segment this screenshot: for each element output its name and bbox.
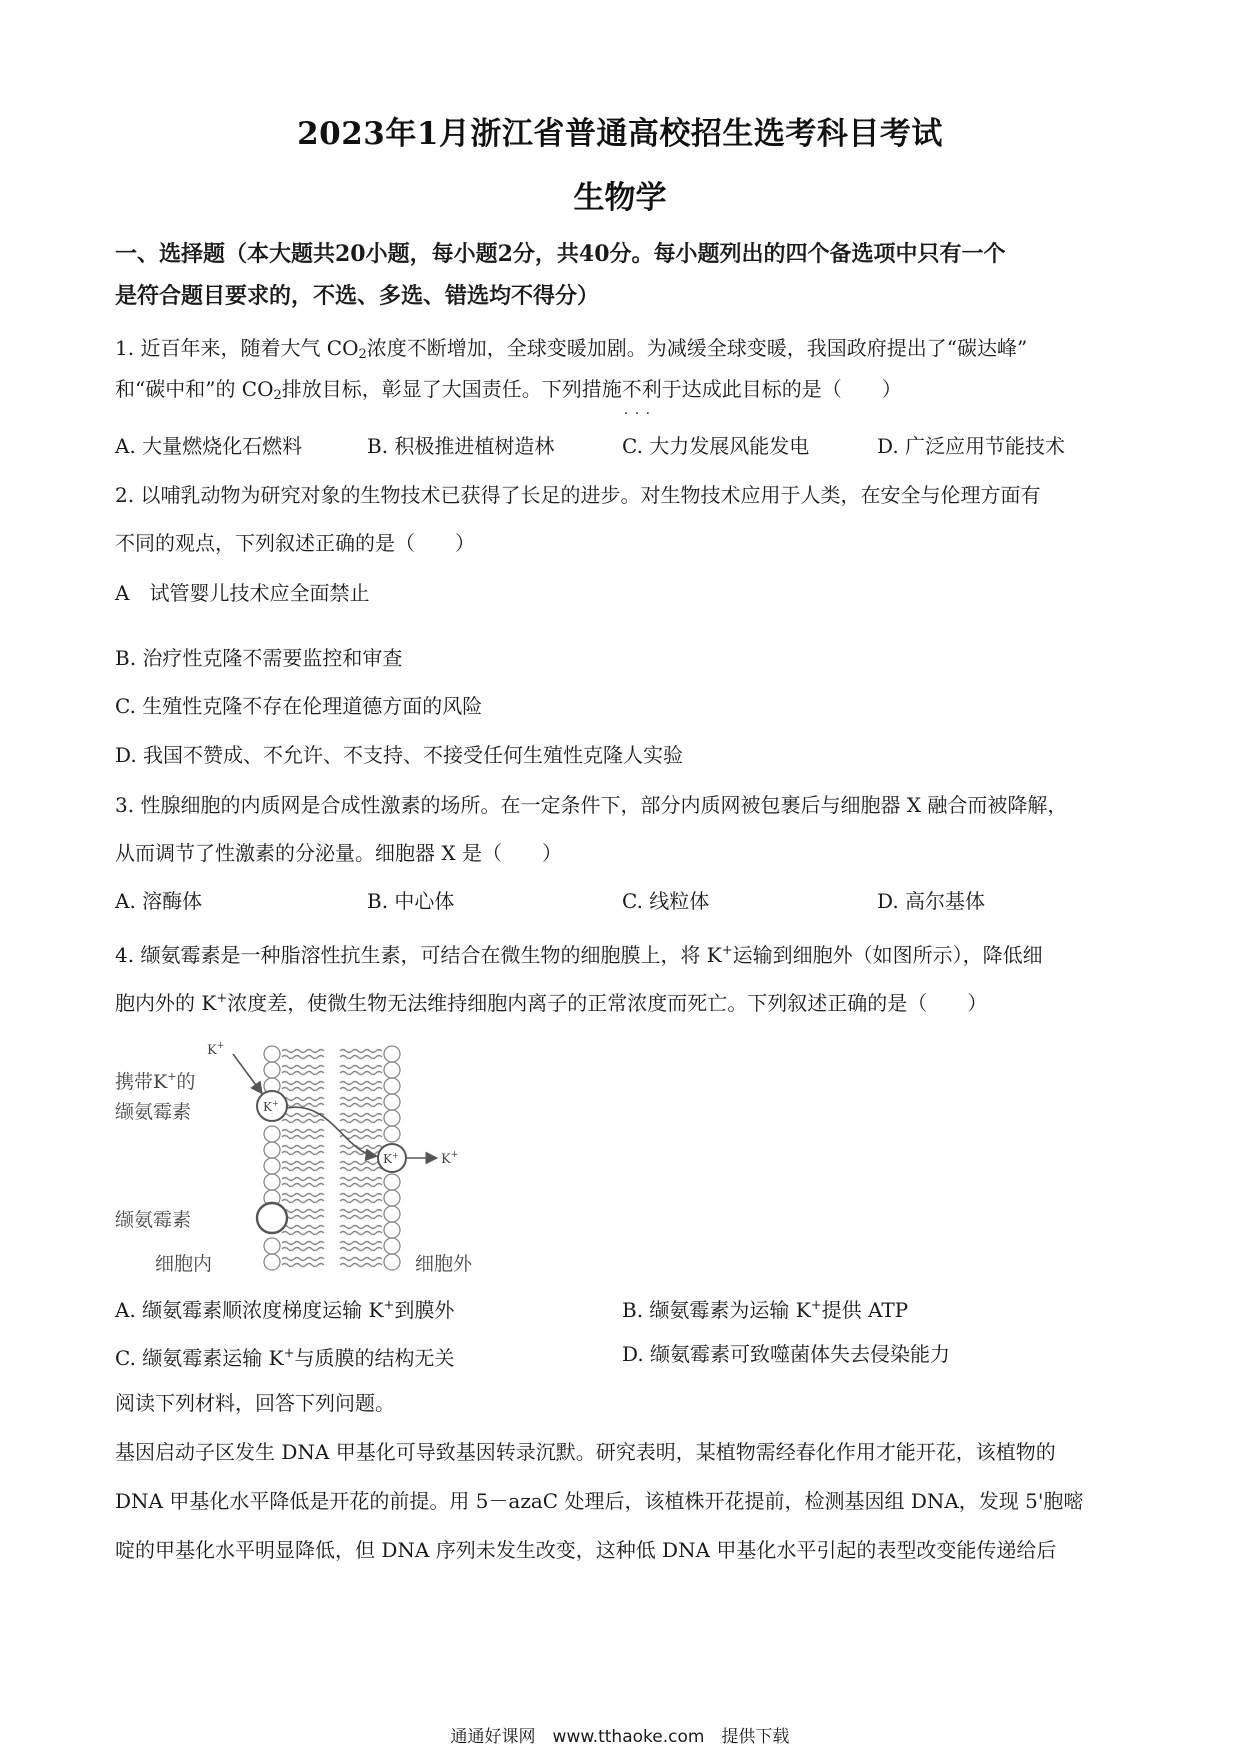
q1-option-c: C. 大力发展风能发电 xyxy=(622,434,810,458)
q4-option-text: B. 缬氨霉素为运输 K xyxy=(622,1298,811,1322)
q4-option-text: 到膜外 xyxy=(394,1298,455,1322)
q2-stem-line-2: 不同的观点，下列叙述正确的是（ ） xyxy=(115,531,475,555)
q4-option-text: 与质膜的结构无关 xyxy=(294,1346,455,1370)
q4-superscript: + xyxy=(810,1298,822,1313)
lipid-tail xyxy=(282,1178,324,1181)
lipid-tail xyxy=(340,1216,382,1219)
k-entry-arrow xyxy=(233,1054,261,1092)
lipid-tail xyxy=(340,1184,382,1187)
lipid-tail xyxy=(340,1264,382,1267)
reading-intro: 阅读下列材料，回答下列问题。 xyxy=(115,1391,395,1415)
lipid-tail xyxy=(340,1168,382,1171)
q4-stem-line-2 xyxy=(115,984,987,1018)
lipid-tail xyxy=(282,1216,324,1219)
lipid-tail xyxy=(340,1210,382,1213)
lipid-head xyxy=(384,1062,400,1078)
q3-stem-line-1: 3. 性腺细胞的内质网是合成性激素的场所。在一定条件下，部分内质网被包裹后与细胞器 X 融合而被降解， xyxy=(115,793,1068,817)
lipid-head xyxy=(384,1110,400,1126)
lipid-tail xyxy=(282,1098,324,1101)
lipid-tail xyxy=(282,1072,324,1075)
q1-emphasis: 不利于 · · · xyxy=(622,377,682,401)
lipid-tail xyxy=(340,1152,382,1155)
lipid-tail xyxy=(340,1178,382,1181)
footer-source: 通通好课网 www.tthaoke.com 提供下载 xyxy=(450,1727,790,1747)
passage-line-3: 啶的甲基化水平明显降低，但 DNA 序列未发生改变，这种低 DNA 甲基化水平引起的表型改变能传递给后 xyxy=(115,1538,1057,1562)
lipid-tail xyxy=(340,1226,382,1229)
lipid-tail xyxy=(340,1056,382,1059)
lipid-tail xyxy=(282,1258,324,1261)
lipid-head xyxy=(384,1126,400,1142)
lipid-tail xyxy=(340,1114,382,1117)
k-ion-label-right: K+ xyxy=(441,1150,459,1167)
lipid-head xyxy=(264,1046,280,1062)
lipid-tail xyxy=(282,1104,324,1107)
lipid-tail xyxy=(282,1184,324,1187)
lipid-tail xyxy=(340,1130,382,1133)
section-heading-line-1: 一、选择题（本大题共20小题，每小题2分，共40分。每小题列出的四个备选项中只有一个 xyxy=(115,241,1006,267)
k-ion-in-release-ring: K+ xyxy=(383,1151,399,1166)
q4-option-text: C. 缬氨霉素运输 K xyxy=(115,1346,284,1370)
lipid-head xyxy=(384,1078,400,1094)
lipid-head xyxy=(264,1158,280,1174)
q1-text: 排放目标，彰显了大国责任。下列措施 xyxy=(281,377,622,401)
lipid-head xyxy=(264,1142,280,1158)
q1-option-a: A. 大量燃烧化石燃料 xyxy=(115,434,303,458)
lipid-tail xyxy=(340,1120,382,1123)
q4-option-text: A. 缬氨霉素顺浓度梯度运输 K xyxy=(115,1298,384,1322)
q4-superscript: + xyxy=(383,1298,395,1313)
section-heading-line-2: 是符合题目要求的，不选、多选、错选均不得分） xyxy=(115,283,600,309)
lipid-head xyxy=(264,1126,280,1142)
lipid-tail xyxy=(340,1088,382,1091)
lipid-tail xyxy=(282,1162,324,1165)
label-valinomycin: 缬氨霉素 xyxy=(115,1209,192,1231)
lipid-tail xyxy=(282,1264,324,1267)
lipid-tail xyxy=(282,1136,324,1139)
q1-text: 和“碳中和”的 CO xyxy=(115,377,274,401)
q3-option-a: A. 溶酶体 xyxy=(115,889,203,913)
lipid-tail xyxy=(340,1050,382,1053)
lipid-tail xyxy=(282,1200,324,1203)
valinomycin-membrane-figure xyxy=(115,1040,515,1275)
lipid-tail xyxy=(340,1072,382,1075)
valinomycin-empty-ring xyxy=(257,1203,287,1233)
lipid-head xyxy=(264,1174,280,1190)
q4-text: 浓度差，使微生物无法维持细胞内离子的正常浓度而死亡。下列叙述正确的是（ ） xyxy=(227,991,988,1015)
q4-superscript: + xyxy=(216,991,228,1006)
lipid-tail xyxy=(340,1242,382,1245)
lipid-tail xyxy=(282,1194,324,1197)
q1-subscript: 2 xyxy=(358,347,367,362)
lipid-tail xyxy=(340,1194,382,1197)
q1-text: 1. 近百年来，随着大气 CO xyxy=(115,336,359,360)
q2-option-b: B. 治疗性克隆不需要监控和审查 xyxy=(115,646,403,670)
lipid-head xyxy=(264,1062,280,1078)
q1-option-d: D. 广泛应用节能技术 xyxy=(877,434,1066,458)
lipid-tail xyxy=(282,1210,324,1213)
lipid-head xyxy=(384,1238,400,1254)
q4-option-a xyxy=(115,1291,454,1325)
lipid-tail xyxy=(340,1232,382,1235)
label-carrier-valinomycin-1: 携带K+的 xyxy=(115,1070,196,1093)
lipid-tail xyxy=(340,1104,382,1107)
q1-option-b: B. 积极推进植树造林 xyxy=(367,434,555,458)
lipid-tail xyxy=(282,1066,324,1069)
lipid-head xyxy=(384,1254,400,1270)
q3-option-b: B. 中心体 xyxy=(367,889,455,913)
q1-stem-line-1 xyxy=(115,333,1027,370)
q2-option-d: D. 我国不赞成、不允许、不支持、不接受任何生殖性克隆人实验 xyxy=(115,743,684,767)
lipid-head xyxy=(264,1254,280,1270)
label-cell-outside: 细胞外 xyxy=(415,1253,473,1275)
q4-option-text: 提供 ATP xyxy=(821,1298,909,1322)
lipid-tail xyxy=(282,1146,324,1149)
lipid-tail xyxy=(340,1162,382,1165)
q1-text: 达成此目标的是（ ） xyxy=(681,377,902,401)
exam-title: 2023年1月浙江省普通高校招生选考科目考试 xyxy=(297,116,943,152)
lipid-head xyxy=(264,1238,280,1254)
q3-stem-line-2: 从而调节了性激素的分泌量。细胞器 X 是（ ） xyxy=(115,841,562,865)
k-ion-label-top: K+ xyxy=(207,1041,225,1058)
q4-option-b xyxy=(622,1291,908,1325)
q1-text: 浓度不断增加，全球变暖加剧。为减缓全球变暖，我国政府提出了“碳达峰” xyxy=(366,336,1028,360)
q2-option-c: C. 生殖性克隆不存在伦理道德方面的风险 xyxy=(115,694,483,718)
q4-text: 运输到细胞外（如图所示），降低细 xyxy=(732,943,1043,967)
lipid-tail xyxy=(340,1146,382,1149)
lipid-tail xyxy=(282,1248,324,1251)
q4-text: 4. 缬氨霉素是一种脂溶性抗生素，可结合在微生物的细胞膜上，将 K xyxy=(115,943,722,967)
lipid-head xyxy=(384,1046,400,1062)
q1-stem-line-2 xyxy=(115,374,902,411)
lipid-tail xyxy=(282,1056,324,1059)
q4-option-c xyxy=(115,1339,455,1373)
lipid-head xyxy=(384,1094,400,1110)
lipid-tail xyxy=(282,1082,324,1085)
lipid-tail xyxy=(282,1088,324,1091)
q3-option-c: C. 线粒体 xyxy=(622,889,710,913)
lipid-tail xyxy=(282,1120,324,1123)
q4-stem-line-1 xyxy=(115,936,1043,970)
lipid-tail xyxy=(282,1168,324,1171)
lipid-tail xyxy=(340,1248,382,1251)
lipid-tail xyxy=(282,1226,324,1229)
q4-text: 胞内外的 K xyxy=(115,991,217,1015)
lipid-tail xyxy=(340,1098,382,1101)
lipid-tail xyxy=(340,1082,382,1085)
exam-subject: 生物学 xyxy=(573,180,667,216)
lipid-tail xyxy=(282,1152,324,1155)
q1-subscript: 2 xyxy=(273,388,282,403)
q4-superscript: + xyxy=(721,943,733,958)
q3-option-d: D. 高尔基体 xyxy=(877,889,986,913)
lipid-head xyxy=(384,1206,400,1222)
lipid-tail xyxy=(282,1242,324,1245)
label-carrier-valinomycin-2: 缬氨霉素 xyxy=(115,1101,192,1123)
lipid-tail xyxy=(340,1066,382,1069)
lipid-head xyxy=(384,1190,400,1206)
lipid-tail xyxy=(340,1258,382,1261)
q4-superscript: + xyxy=(283,1346,295,1361)
lipid-head xyxy=(384,1174,400,1190)
q2-option-a: A 试管婴儿技术应全面禁止 xyxy=(115,581,370,605)
label-cell-inside: 细胞内 xyxy=(155,1253,213,1275)
passage-line-2: DNA 甲基化水平降低是开花的前提。用 5－azaC 处理后，该植株开花提前，检测基因组 DNA，发现 5'胞嘧 xyxy=(115,1489,1084,1513)
q4-option-d: D. 缬氨霉素可致噬菌体失去侵染能力 xyxy=(622,1342,951,1366)
lipid-tail xyxy=(282,1050,324,1053)
passage-line-1: 基因启动子区发生 DNA 甲基化可导致基因转录沉默。研究表明，某植物需经春化作用才能开花，该植物的 xyxy=(115,1440,1056,1464)
k-ion-in-ring: K+ xyxy=(263,1099,279,1114)
lipid-tail xyxy=(340,1200,382,1203)
lipid-tail xyxy=(282,1130,324,1133)
lipid-head xyxy=(384,1222,400,1238)
lipid-tail xyxy=(282,1232,324,1235)
q2-stem-line-1: 2. 以哺乳动物为研究对象的生物技术已获得了长足的进步。对生物技术应用于人类，在安全与伦理方面有 xyxy=(115,483,1041,507)
